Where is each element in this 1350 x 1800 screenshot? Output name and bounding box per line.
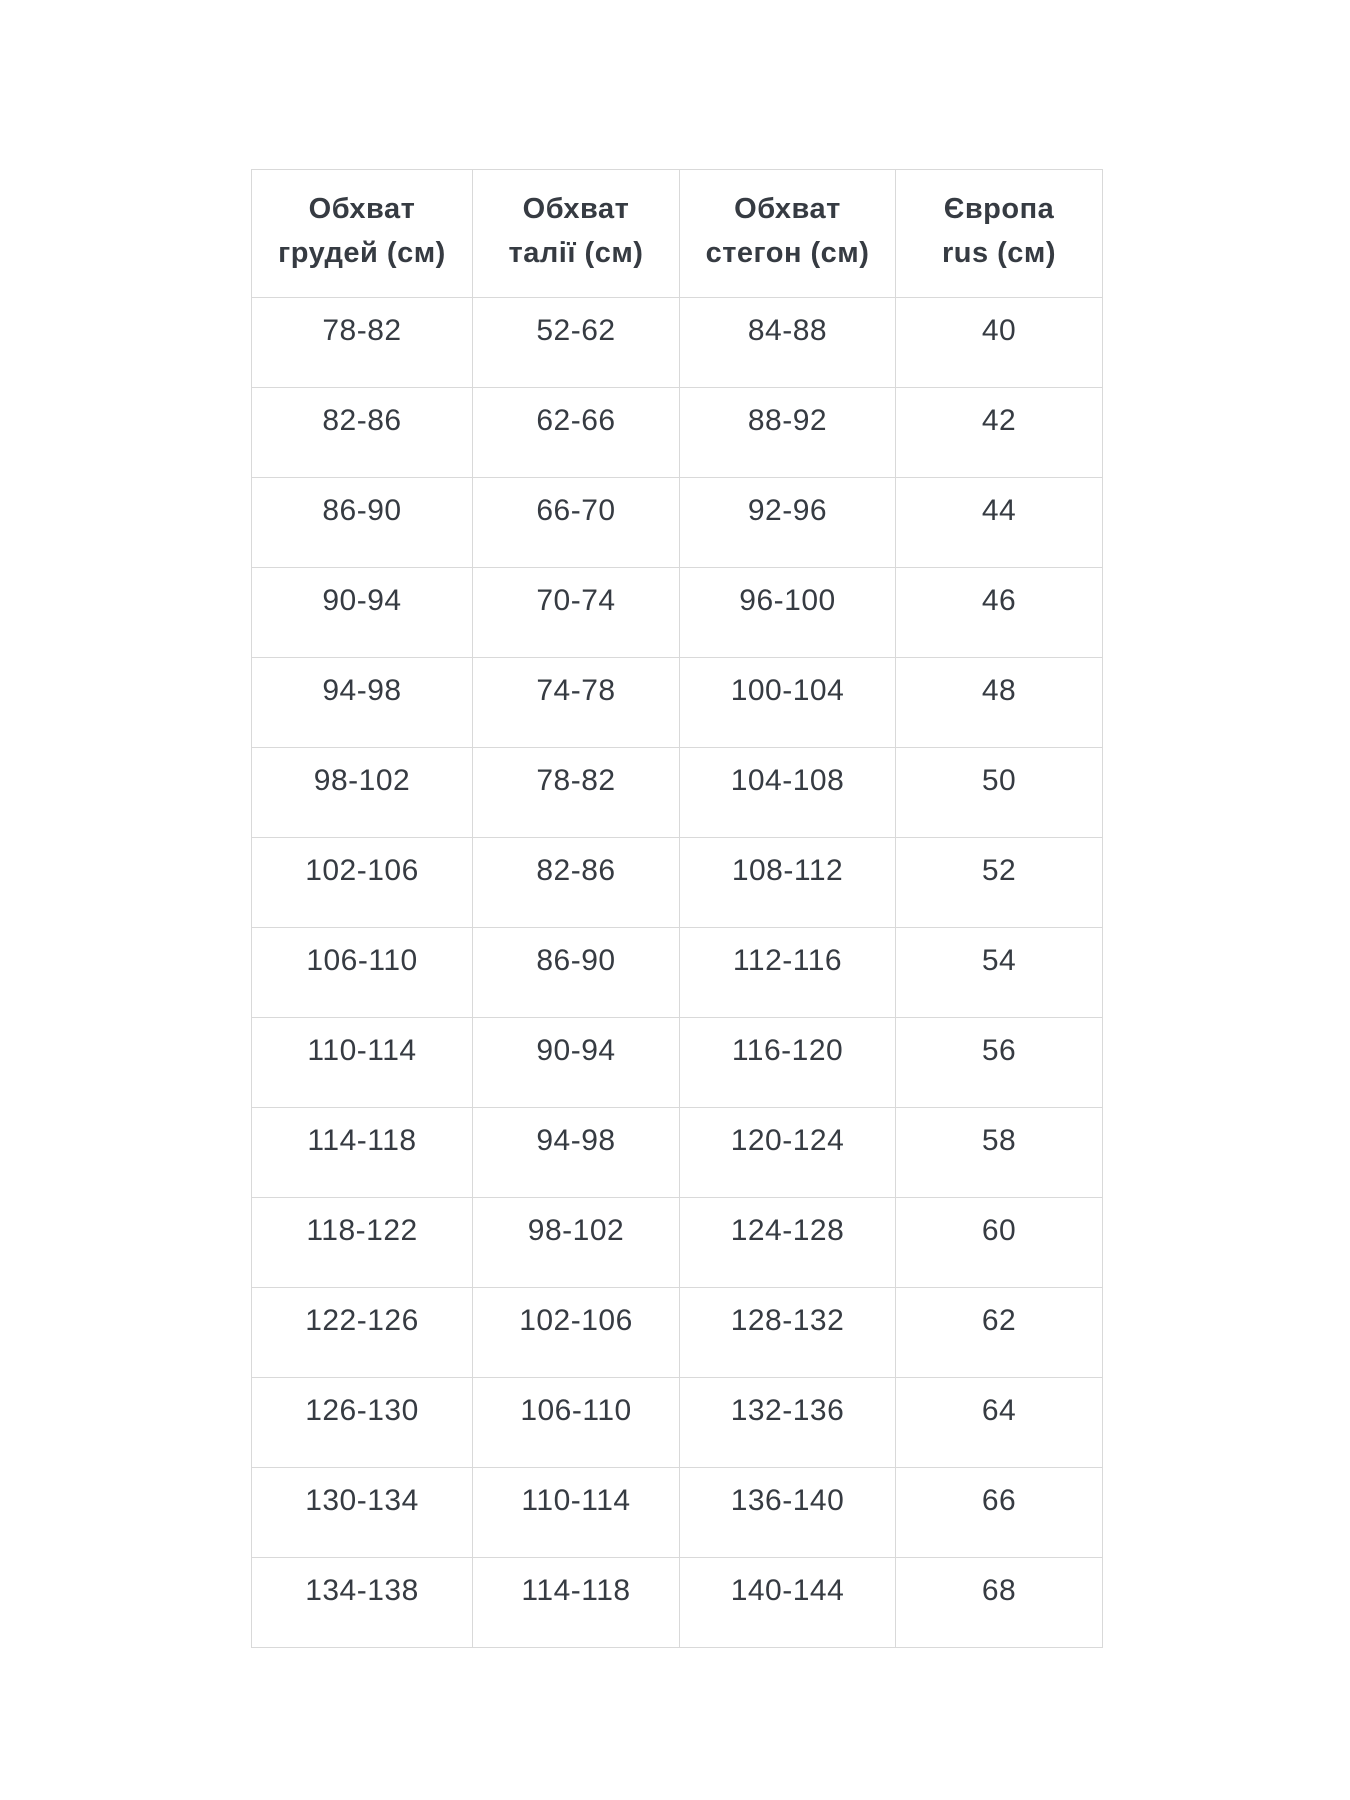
table-row [252,1468,1103,1558]
header-row [252,170,1103,298]
table-cell: 122-126 [252,1288,473,1378]
table-cell: 102-106 [473,1288,680,1378]
table-cell: 52 [896,838,1103,928]
table-cell: 46 [896,568,1103,658]
table-cell: 90-94 [473,1018,680,1108]
table-cell: 106-110 [473,1378,680,1468]
table-cell: 114-118 [252,1108,473,1198]
table-row [252,388,1103,478]
table-row [252,1558,1103,1648]
table-row [252,1198,1103,1288]
table-cell: 78-82 [473,748,680,838]
table-row [252,568,1103,658]
table-cell: 92-96 [680,478,896,568]
table-cell: 70-74 [473,568,680,658]
header-line: талії (см) [508,236,644,269]
table-cell: 132-136 [680,1378,896,1468]
table-cell: 128-132 [680,1288,896,1378]
table-cell: 54 [896,928,1103,1018]
table-cell: 104-108 [680,748,896,838]
table-cell: 94-98 [252,658,473,748]
table-row [252,748,1103,838]
table-cell: 58 [896,1108,1103,1198]
table-cell: 98-102 [252,748,473,838]
table-cell: 124-128 [680,1198,896,1288]
header-cell-waist [473,170,680,298]
header-line: Обхват [734,192,841,225]
table-cell: 56 [896,1018,1103,1108]
table-cell: 50 [896,748,1103,838]
table-row [252,838,1103,928]
table-cell: 40 [896,298,1103,388]
table-row [252,1108,1103,1198]
table-cell: 102-106 [252,838,473,928]
header-line: грудей (см) [278,236,446,269]
table-cell: 110-114 [252,1018,473,1108]
table-cell: 84-88 [680,298,896,388]
table-cell: 120-124 [680,1108,896,1198]
table-cell: 106-110 [252,928,473,1018]
size-chart-table [251,169,1103,1648]
header-cell-chest [252,170,473,298]
table-cell: 100-104 [680,658,896,748]
table-cell: 60 [896,1198,1103,1288]
table-cell: 82-86 [252,388,473,478]
table-row [252,658,1103,748]
table-cell: 130-134 [252,1468,473,1558]
table-cell: 74-78 [473,658,680,748]
table-cell: 44 [896,478,1103,568]
table-row [252,1018,1103,1108]
table-cell: 90-94 [252,568,473,658]
table-cell: 140-144 [680,1558,896,1648]
table-row [252,298,1103,388]
table-row [252,478,1103,568]
table-cell: 112-116 [680,928,896,1018]
table-cell: 66-70 [473,478,680,568]
table-row [252,928,1103,1018]
table-row [252,1288,1103,1378]
table-cell: 88-92 [680,388,896,478]
header-line: Європа [943,192,1055,225]
table-cell: 136-140 [680,1468,896,1558]
table-cell: 62-66 [473,388,680,478]
header-line: Обхват [308,192,416,225]
header-cell-hips [680,170,896,298]
table-cell: 78-82 [252,298,473,388]
table-row [252,1378,1103,1468]
header-line: Обхват [522,192,630,225]
table-cell: 110-114 [473,1468,680,1558]
table-cell: 108-112 [680,838,896,928]
header-cell-europe-size [896,170,1103,298]
table-cell: 116-120 [680,1018,896,1108]
table-header [252,170,1103,298]
table-cell: 98-102 [473,1198,680,1288]
table-cell: 66 [896,1468,1103,1558]
table-cell: 126-130 [252,1378,473,1468]
header-line: стегон (см) [705,236,870,269]
table-cell: 48 [896,658,1103,748]
table-cell: 96-100 [680,568,896,658]
table-cell: 86-90 [473,928,680,1018]
table-cell: 114-118 [473,1558,680,1648]
size-chart-container [251,169,1103,1648]
header-line: rus (см) [941,236,1057,269]
table-cell: 52-62 [473,298,680,388]
table-cell: 86-90 [252,478,473,568]
table-cell: 42 [896,388,1103,478]
table-cell: 68 [896,1558,1103,1648]
table-cell: 64 [896,1378,1103,1468]
table-body [252,298,1103,1648]
table-cell: 118-122 [252,1198,473,1288]
table-cell: 82-86 [473,838,680,928]
table-cell: 62 [896,1288,1103,1378]
table-cell: 134-138 [252,1558,473,1648]
table-cell: 94-98 [473,1108,680,1198]
